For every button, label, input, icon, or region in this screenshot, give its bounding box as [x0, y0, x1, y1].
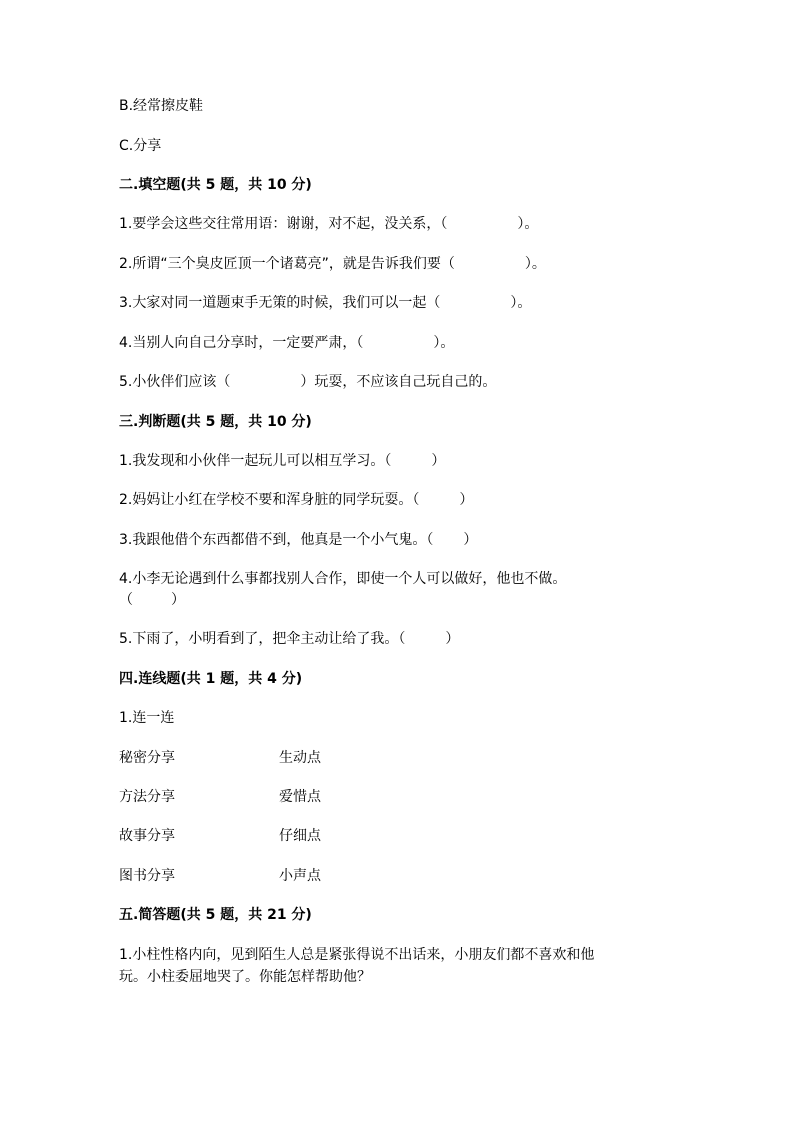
option-c: C.分享: [119, 138, 162, 154]
judge-question-3-close: ）: [463, 532, 478, 548]
short-answer-question-1-line-2: 玩。小柱委屈地哭了。你能怎样帮助他？: [119, 969, 371, 985]
match-right-item[interactable]: 生动点: [279, 750, 321, 766]
short-answer-question-1-line-1: 1.小柱性格内向，见到陌生人总是紧张得说不出话来，小朋友们都不喜欢和他: [119, 947, 595, 963]
fill-question-5-close: ）玩耍，不应该自己玩自己的。: [300, 374, 497, 390]
match-left-item[interactable]: 图书分享: [119, 868, 175, 884]
fill-question-5: [119, 372, 496, 392]
match-left-item[interactable]: 秘密分享: [119, 750, 175, 766]
judge-question-2-text: 2.妈妈让小红在学校不要和浑身脏的同学玩耍。（: [119, 492, 420, 508]
match-right-item[interactable]: 仔细点: [279, 828, 321, 844]
judge-question-1: [119, 451, 445, 471]
judge-question-5-close: ）: [445, 631, 460, 647]
judge-question-5: [119, 629, 459, 649]
match-question-1: 1.连一连: [119, 710, 175, 726]
fill-question-5-text: 5.小伙伴们应该（: [119, 374, 231, 390]
judge-question-5-text: 5.下雨了，小明看到了，把伞主动让给了我。（: [119, 631, 406, 647]
fill-question-4-text: 4.当别人向自己分享时，一定要严肃，（: [119, 335, 364, 351]
judge-question-1-text: 1.我发现和小伙伴一起玩儿可以相互学习。（: [119, 453, 392, 469]
fill-question-1-text: 1.要学会这些交往常用语：谢谢，对不起，没关系，（: [119, 216, 448, 232]
fill-question-1: [119, 214, 538, 234]
fill-question-3-close: ）。: [510, 295, 532, 311]
fill-question-2-close: ）。: [524, 256, 546, 272]
fill-question-4-close: ）。: [433, 335, 455, 351]
fill-question-2-text: 2.所谓“三个臭皮匠顶一个诸葛亮”，就是告诉我们要（: [119, 256, 455, 272]
judge-question-4-open: （: [119, 592, 133, 608]
option-b: B.经常擦皮鞋: [119, 98, 204, 114]
fill-question-3-text: 3.大家对同一道题束手无策的时候，我们可以一起（: [119, 295, 441, 311]
judge-question-4: 4.小李无论遇到什么事都找别人合作，即使一个人可以做好，他也不做。: [119, 571, 567, 587]
section-4-title: 四.连线题(共 1 题，共 4 分): [119, 671, 303, 687]
judge-question-4-answer: [119, 590, 185, 610]
section-5-title: 五.简答题(共 5 题，共 21 分): [119, 907, 312, 923]
fill-question-1-close: ）。: [517, 216, 539, 232]
judge-question-3-text: 3.我跟他借个东西都借不到，他真是一个小气鬼。（: [119, 532, 434, 548]
match-left-item[interactable]: 方法分享: [119, 789, 175, 805]
match-left-item[interactable]: 故事分享: [119, 828, 175, 844]
judge-question-4-close: ）: [171, 592, 185, 608]
judge-question-3: [119, 530, 477, 550]
section-2-title: 二.填空题(共 5 题，共 10 分): [119, 177, 312, 193]
judge-question-2-close: ）: [459, 492, 474, 508]
match-right-item[interactable]: 小声点: [279, 868, 321, 884]
judge-question-1-close: ）: [431, 453, 446, 469]
fill-question-2: [119, 254, 546, 274]
judge-question-2: [119, 490, 473, 510]
match-right-item[interactable]: 爱惜点: [279, 789, 321, 805]
fill-question-3: [119, 293, 531, 313]
section-3-title: 三.判断题(共 5 题，共 10 分): [119, 414, 312, 430]
fill-question-4: [119, 333, 454, 353]
